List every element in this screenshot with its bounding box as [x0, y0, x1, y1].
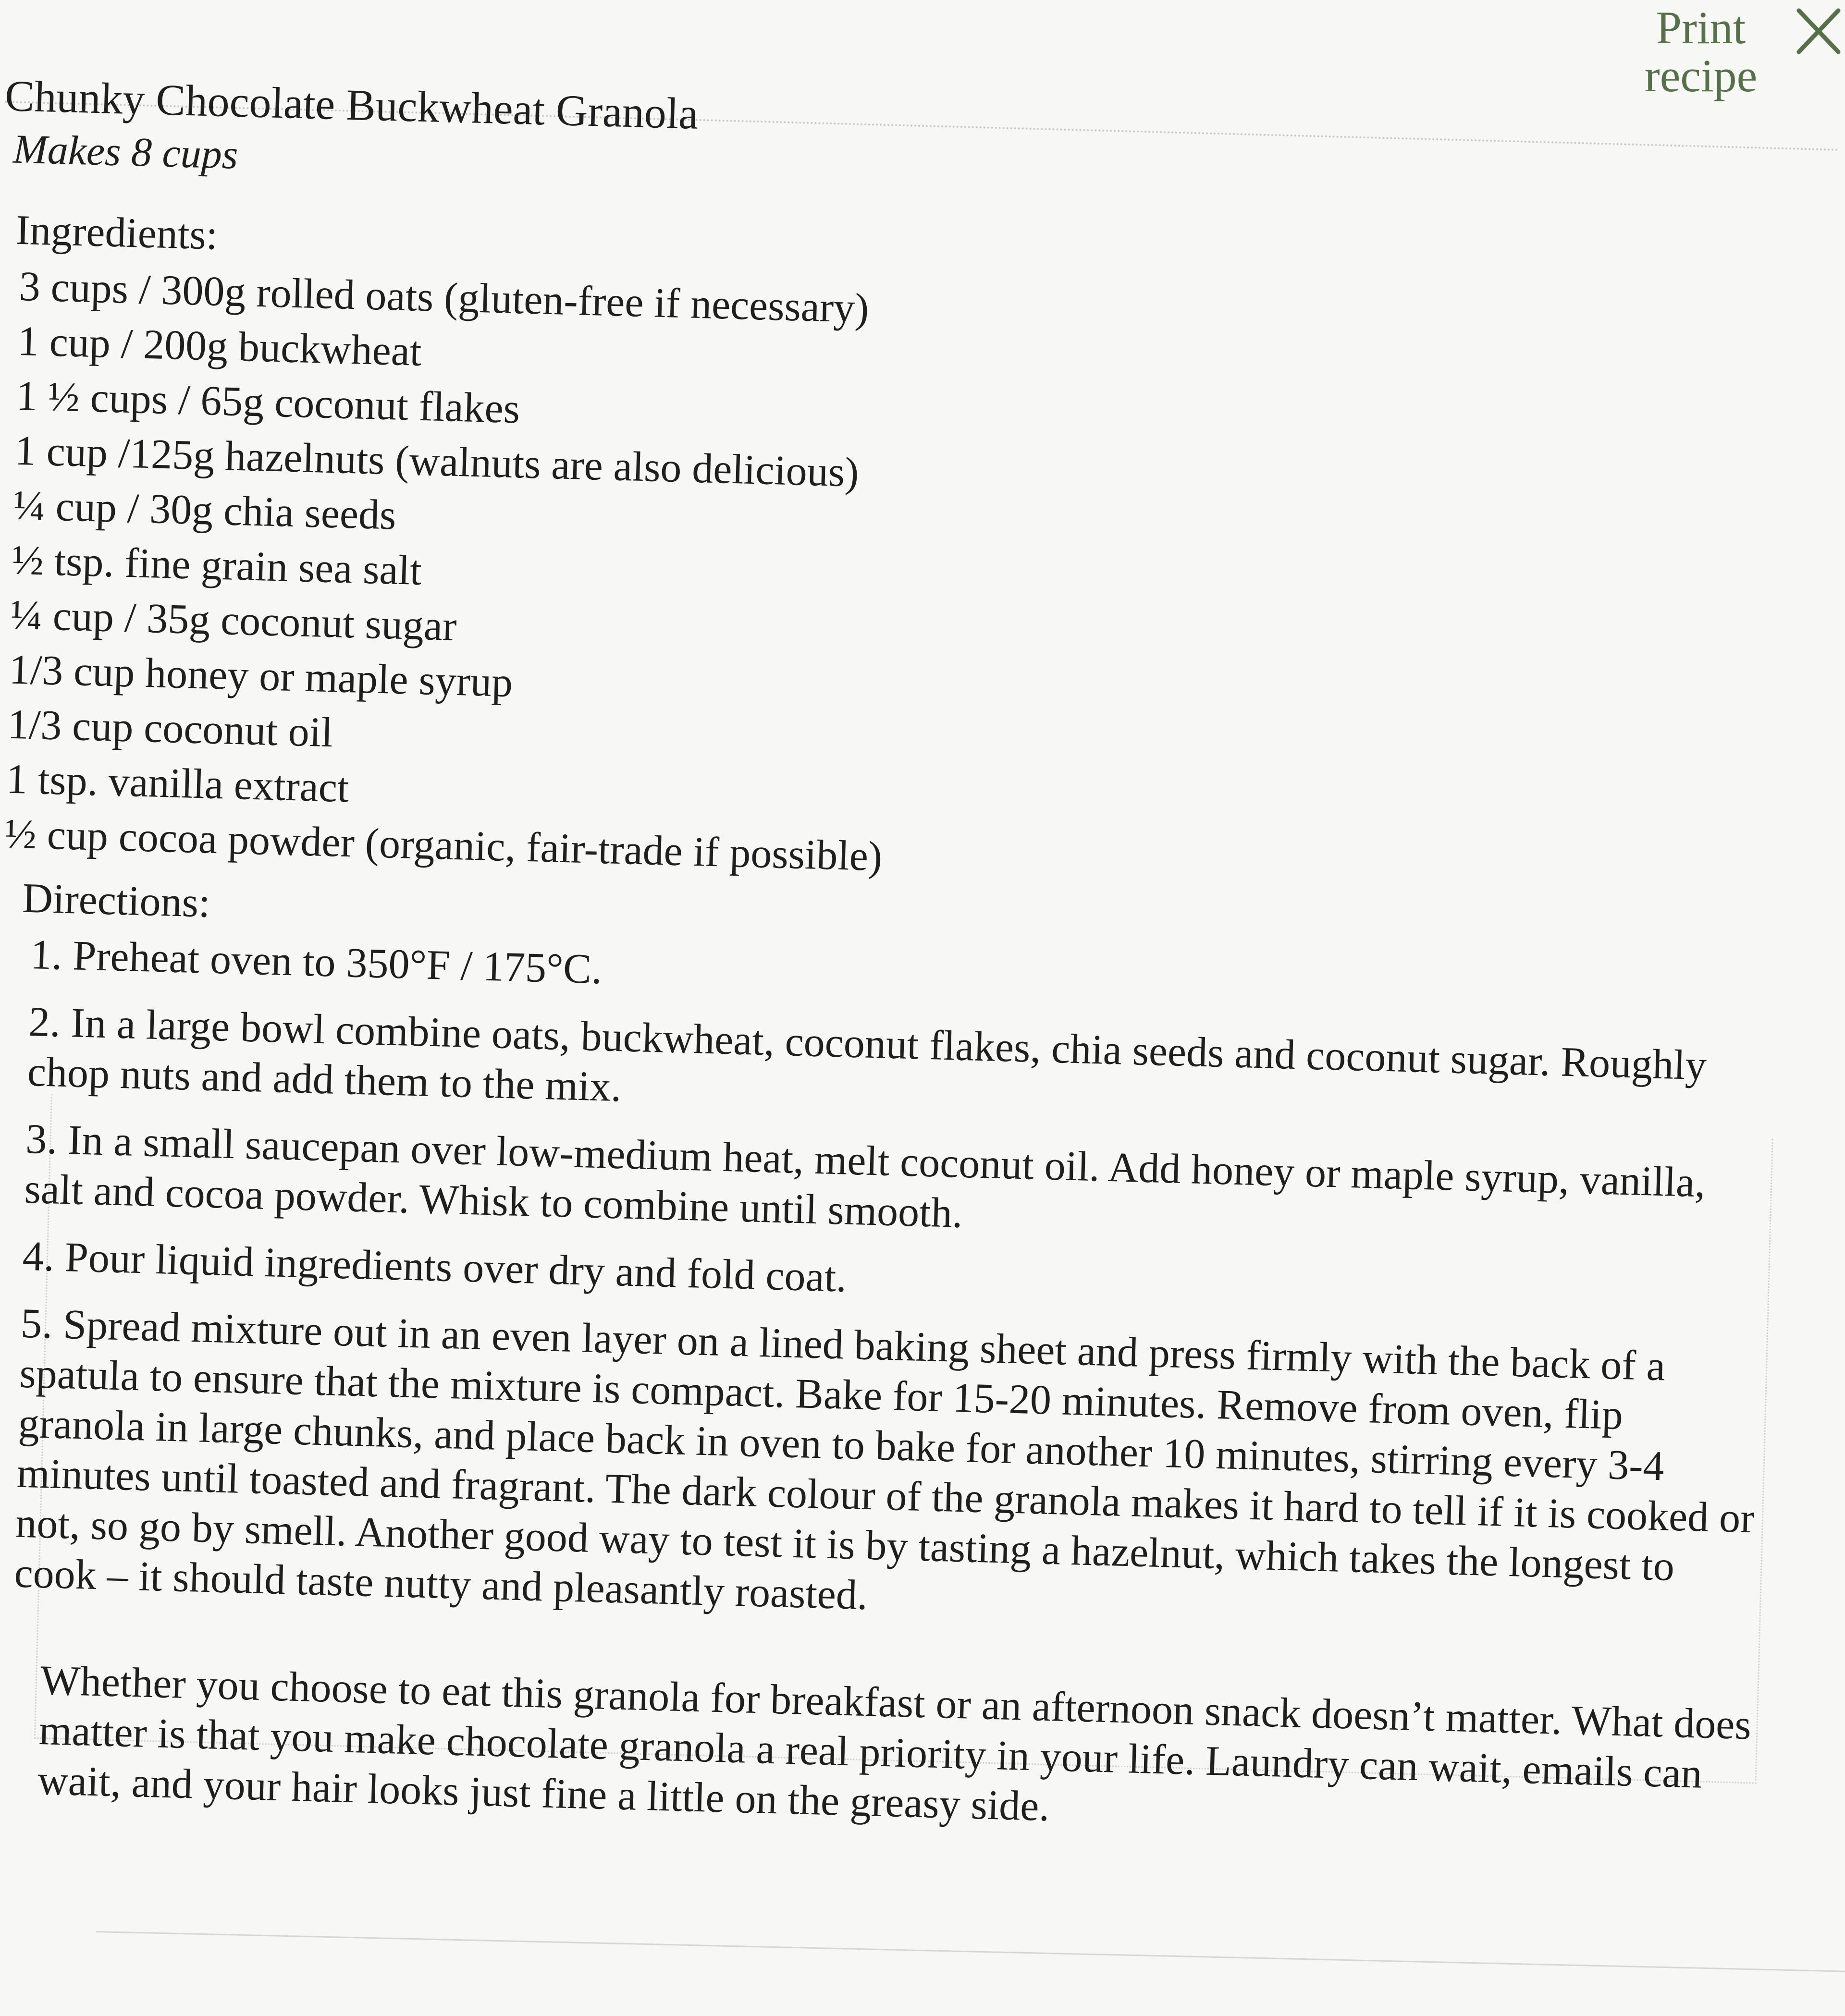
ingredient-item: ¼ cup / 30g chia seeds	[12, 482, 397, 539]
ingredient-item: 1/3 cup honey or maple syrup	[8, 646, 514, 707]
ingredient-item: ½ cup cocoa powder (organic, fair-trade if possible)	[4, 810, 883, 880]
direction-step: 3. In a small saucepan over low-medium heat, melt coconut oil. Add honey or maple syrup, vanilla, salt and cocoa powder. Whisk to combine until smooth.	[24, 1115, 1706, 1237]
bottom-divider	[96, 1931, 1845, 1973]
ingredient-list	[4, 259, 898, 884]
ingredient-item: 1 cup / 200g buckwheat	[17, 318, 422, 375]
direction-step: 5. Spread mixture out in an even layer on a lined baking sheet and press firmly with the back of a spatula to ensure that the mixture is compact. Bake for 15-20 minutes. Remove from oven, flip granola in large chunks, and place back in oven to bake for another 10 minutes, stirring every 3-4 minutes until toasted and fragrant. The dark colour of the granola makes it hard to tell if it is cooked or not, so go by smell. Another good way to test it is by tasting a hazelnut, which takes the longest to cook – it should taste nutty and pleasantly roasted.	[13, 1300, 1755, 1619]
ingredient-item: 1 cup /125g hazelnuts (walnuts are also delicious)	[14, 427, 860, 496]
recipe-yield: Makes 8 cups	[12, 125, 239, 178]
ingredient-item: ¼ cup / 35g coconut sugar	[10, 591, 457, 650]
directions-heading: Directions:	[22, 875, 211, 927]
directions-list	[13, 930, 1770, 1661]
closing-paragraph: Whether you choose to eat this granola for breakfast or an afternoon snack doesn’t matter. What does matter is that you make chocolate granola a real priority in your life. Laundry can wait, emails can wait, and your hair looks just fine a little on the greasy side.	[37, 1657, 1752, 1831]
ingredient-item: 1 tsp. vanilla extract	[5, 756, 350, 812]
ingredient-item: 1/3 cup coconut oil	[7, 701, 334, 757]
direction-step: 2. In a large bowl combine oats, buckwheat, coconut flakes, chia seeds and coconut sugar. Roughly chop nuts and add them to the mix.	[26, 998, 1707, 1111]
recipe-card	[0, 71, 1840, 1831]
recipe-title: Chunky Chocolate Buckwheat Granola	[4, 71, 699, 138]
ingredients-heading: Ingredients:	[15, 207, 219, 259]
ingredient-item: 3 cups / 300g rolled oats (gluten-free if necessary)	[18, 263, 870, 332]
close-icon	[1792, 5, 1845, 58]
ingredient-item: 1 ½ cups / 65g coconut flakes	[15, 372, 521, 433]
direction-step: 1. Preheat oven to 350°F / 175°C.	[30, 931, 603, 993]
direction-step: 4. Pour liquid ingredients over dry and fold coat.	[22, 1233, 848, 1301]
print-recipe-link[interactable]: Print recipe	[1644, 2, 1758, 101]
ingredient-item: ½ tsp. fine grain sea salt	[11, 537, 422, 595]
close-button[interactable]	[1792, 5, 1845, 58]
